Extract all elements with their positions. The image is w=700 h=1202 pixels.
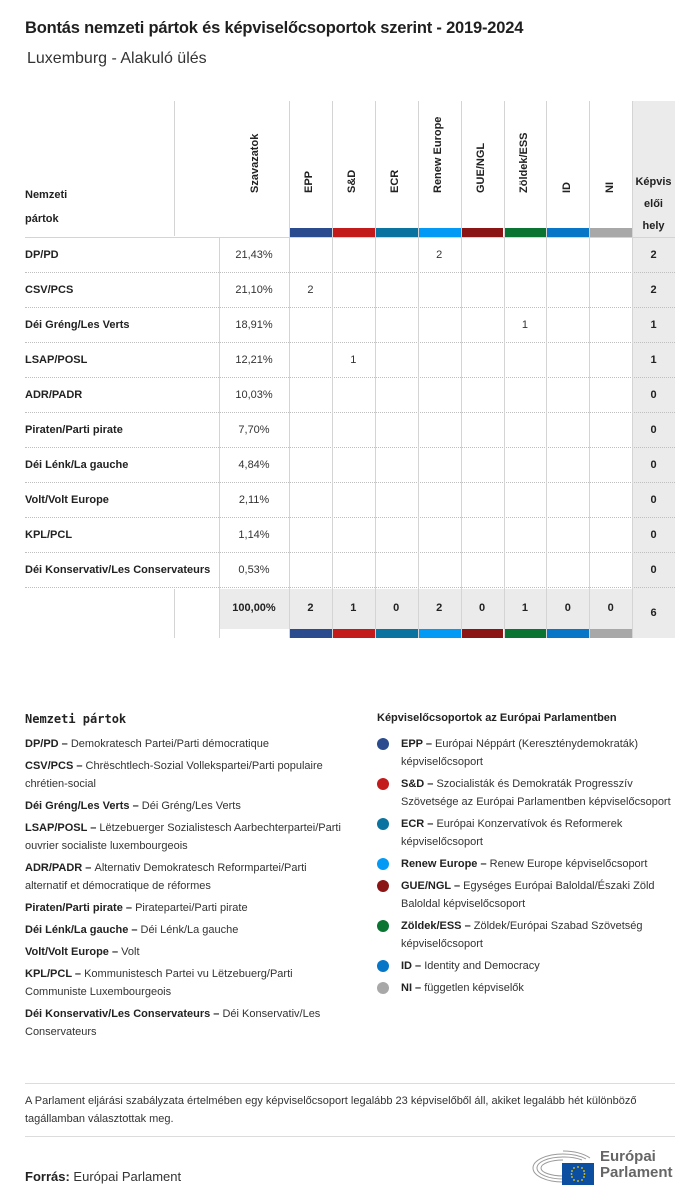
total-group-seats: 1 (350, 602, 357, 614)
legend-group-item (377, 979, 677, 997)
legend-party-abbr: CSV/PCS (25, 760, 74, 772)
footnote: A Parlament eljárási szabályzata értelmében egy képviselőcsoport legalább 23 képviselőből áll, akiket legalább hét különböző tagállamban választottak meg. (25, 1095, 637, 1125)
group-color-bar (290, 629, 332, 638)
legend-group-name: Egységes Európai Baloldal/Északi Zöld Baloldal képviselőcsoport (401, 880, 655, 910)
group-color-bar (547, 228, 589, 237)
table-row (25, 343, 675, 378)
total-group-seats: 0 (564, 602, 571, 614)
legend-party-item (25, 735, 345, 753)
legend-group-abbr: S&D (401, 778, 425, 790)
logo-line2: Parlament (600, 1164, 673, 1181)
party-name: ADR/PADR (25, 389, 83, 401)
group-color-dot-icon (377, 982, 389, 994)
column-divider (418, 101, 419, 638)
table-row (25, 413, 675, 448)
legend-dash: – (210, 1008, 223, 1020)
legend-group-item (377, 775, 677, 811)
total-seats: 0 (650, 564, 657, 576)
logo-text (600, 1149, 673, 1181)
vote-share: 21,43% (235, 249, 273, 261)
table-row (25, 483, 675, 518)
total-seats: 2 (650, 249, 657, 261)
legend-group-name: Szocialisták és Demokraták Progresszív Szövetsége az Európai Parlamentben képviselőcsoport (401, 778, 671, 808)
group-color-bar (547, 629, 589, 638)
table-row (25, 518, 675, 553)
column-divider (461, 101, 462, 638)
group-color-bar (290, 228, 332, 237)
seats-header (632, 171, 675, 237)
legend-dash: – (108, 946, 122, 958)
legend-group-abbr: Renew Europe (401, 858, 478, 870)
legend-party-name: Volt (121, 946, 140, 958)
legend-party-abbr: ADR/PADR (25, 862, 83, 874)
total-seats: 0 (650, 494, 657, 506)
party-name: Déi Konservativ/Les Conservateurs (25, 564, 211, 576)
total-group-seats: 2 (307, 602, 314, 614)
group-color-dot-icon (377, 818, 389, 830)
legend-group-item (377, 815, 677, 851)
legend-dash: – (122, 902, 136, 914)
votes-header: Szavazatok (249, 133, 261, 193)
group-color-dot-icon (377, 858, 389, 870)
legend-group-abbr: ID (401, 960, 412, 972)
total-votes: 100,00% (232, 602, 276, 614)
legend-party-abbr: Piraten/Parti pirate (25, 902, 123, 914)
legend-group-abbr: GUE/NGL (401, 880, 451, 892)
legend-groups (377, 735, 677, 1001)
group-color-bar (590, 629, 632, 638)
column-divider (589, 101, 590, 638)
seats-header-line1: Képvis (635, 176, 672, 188)
legend-party-name: Déi Konservativ/Les Conservateurs (25, 1008, 321, 1038)
legend-party-abbr: KPL/PCL (25, 968, 72, 980)
column-divider (332, 101, 333, 638)
group-color-bar (505, 228, 547, 237)
parliament-hemicycle-icon (530, 1146, 596, 1186)
legend-party-name: Déi Gréng/Les Verts (141, 800, 241, 812)
legend-party-abbr: LSAP/POSL (25, 822, 88, 834)
column-divider (504, 101, 505, 638)
legend-party-item (25, 921, 345, 939)
table-row (25, 308, 675, 343)
column-divider (219, 238, 220, 638)
source-value: Európai Parlament (73, 1169, 182, 1184)
legend-party-abbr: Déi Konservativ/Les Conservateurs (25, 1008, 211, 1020)
total-seats: 1 (650, 354, 657, 366)
divider (25, 1136, 675, 1137)
group-header-7: NI (603, 182, 616, 193)
table-row (25, 378, 675, 413)
group-header-2: ECR (389, 169, 402, 193)
group-seat-cell: 2 (307, 284, 314, 296)
group-header-1: S&D (346, 169, 359, 193)
party-name: Volt/Volt Europe (25, 494, 109, 506)
group-header-6: ID (560, 182, 573, 193)
group-color-bar (505, 629, 547, 638)
group-color-bar (376, 629, 418, 638)
column-divider (375, 101, 376, 638)
legend-group-item (377, 877, 677, 913)
group-seat-cell: 1 (350, 354, 357, 366)
total-group-seats: 1 (521, 602, 528, 614)
legend-dash: – (424, 818, 437, 830)
column-divider (289, 101, 290, 638)
legend-party-abbr: Déi Gréng/Les Verts (25, 800, 130, 812)
total-group-seats: 0 (478, 602, 486, 614)
legend-parties-title: Nemzeti pártok (25, 712, 127, 726)
column-divider (546, 101, 547, 638)
group-color-bar (462, 629, 504, 638)
legend-party-item (25, 965, 345, 1001)
vote-share: 4,84% (238, 459, 270, 471)
legend-dash: – (412, 982, 425, 994)
legend-party-name: Alternativ Demokratesch Reformpartei/Parti alternatif et démocratique de réformes (25, 862, 307, 892)
legend-dash: – (71, 968, 85, 980)
vote-share: 1,14% (238, 529, 270, 541)
vote-share: 21,10% (235, 284, 273, 296)
legend-parties (25, 735, 345, 1045)
total-seats: 0 (650, 459, 657, 471)
legend-group-name: független képviselők (424, 982, 524, 994)
ep-logo[interactable] (530, 1146, 680, 1186)
legend-party-name: Piratepartei/Parti pirate (135, 902, 248, 914)
legend-group-name: Renew Europe képviselőcsoport (489, 858, 648, 870)
group-color-dot-icon (377, 960, 389, 972)
legend-dash: – (461, 920, 474, 932)
total-group-seats: 0 (393, 602, 400, 614)
party-name: DP/PD (25, 249, 59, 261)
vote-share: 2,11% (238, 494, 270, 506)
total-seats: 1 (650, 319, 657, 331)
total-seats: 0 (650, 529, 657, 541)
table-row (25, 448, 675, 483)
legend-party-item (25, 943, 345, 961)
page-subtitle: Luxemburg - Alakuló ülés (27, 50, 207, 67)
group-color-bar (376, 228, 418, 237)
divider (25, 1083, 675, 1084)
vote-share: 10,03% (235, 389, 273, 401)
group-color-bar (462, 228, 504, 237)
legend-dash: – (412, 960, 425, 972)
group-header-0: EPP (303, 170, 316, 193)
legend-party-name: Kommunistesch Partei vu Lëtzebuerg/Parti Communiste Luxembourgeois (25, 968, 293, 998)
column-divider (174, 589, 175, 638)
legend-party-abbr: Volt/Volt Europe (25, 946, 109, 958)
legend-dash: – (422, 738, 436, 750)
column-divider (632, 101, 633, 638)
legend-group-name: Európai Néppárt (Kereszténydemokraták) képviselőcsoport (401, 738, 639, 768)
total-group-seats: 2 (436, 602, 443, 614)
party-name: CSV/PCS (25, 284, 74, 296)
legend-group-abbr: Zöldek/ESS (401, 920, 462, 932)
party-name: KPL/PCL (25, 529, 73, 541)
party-header-line2: pártok (25, 213, 59, 225)
legend-dash: – (450, 880, 464, 892)
legend-party-name: Chrëschtlech-Sozial Vollekspartei/Parti populaire chrétien-social (25, 760, 323, 790)
source-label: Forrás: (25, 1169, 70, 1184)
table-row (25, 553, 675, 588)
legend-dash: – (58, 738, 71, 750)
group-color-dot-icon (377, 880, 389, 892)
vote-share: 7,70% (238, 424, 270, 436)
group-color-dot-icon (377, 738, 389, 750)
logo-line1: Európai (600, 1148, 656, 1165)
legend-party-abbr: DP/PD (25, 738, 59, 750)
legend-dash: – (87, 822, 100, 834)
group-color-bar (333, 228, 375, 237)
column-divider (174, 101, 175, 236)
legend-dash: – (424, 778, 437, 790)
seats-header-line2: elői (644, 198, 663, 210)
legend-dash: – (73, 760, 86, 772)
group-color-bar (333, 629, 375, 638)
party-name: LSAP/POSL (25, 354, 88, 366)
legend-group-item (377, 855, 677, 873)
group-header-3: Renew Europe (432, 116, 445, 193)
legend-group-abbr: ECR (401, 818, 425, 830)
table-row (25, 273, 675, 308)
source-line (25, 1169, 181, 1184)
legend-party-name: Déi Lénk/La gauche (140, 924, 239, 936)
total-seats: 0 (650, 389, 657, 401)
legend-group-name: Identity and Democracy (424, 960, 540, 972)
group-header-5: Zöldek/ESS (517, 132, 530, 193)
legend-group-abbr: NI (401, 982, 412, 994)
page-title: Bontás nemzeti pártok és képviselőcsoportok szerint - 2019-2024 (25, 19, 524, 37)
group-color-dot-icon (377, 920, 389, 932)
total-group-seats: 0 (607, 602, 614, 614)
legend-group-name: Zöldek/Európai Szabad Szövetség képviselőcsoport (401, 920, 643, 950)
legend-party-item (25, 899, 345, 917)
group-header-4: GUE/NGL (475, 142, 488, 193)
group-seat-cell: 1 (521, 319, 528, 331)
legend-dash: – (129, 800, 142, 812)
legend-group-name: Európai Konzervatívok és Reformerek képviselőcsoport (401, 818, 623, 848)
legend-party-name: Demokratesch Partei/Parti démocratique (70, 738, 269, 750)
group-color-bar (419, 629, 461, 638)
group-color-bar (419, 228, 461, 237)
legend-party-item (25, 757, 345, 793)
group-seat-cell: 2 (436, 249, 443, 261)
vote-share: 0,53% (238, 564, 270, 576)
group-color-bar (590, 228, 632, 237)
party-name: Déi Lénk/La gauche (25, 459, 129, 471)
party-header (25, 183, 67, 231)
legend-dash: – (82, 862, 95, 874)
legend-group-abbr: EPP (401, 738, 423, 750)
vote-share: 18,91% (235, 319, 273, 331)
vote-share: 12,21% (235, 354, 273, 366)
legend-party-item (25, 797, 345, 815)
legend-party-item (25, 859, 345, 895)
party-name: Déi Gréng/Les Verts (25, 319, 130, 331)
grand-total-seats: 6 (650, 607, 657, 619)
table-row (25, 238, 675, 273)
legend-party-item (25, 819, 345, 855)
legend-party-abbr: Déi Lénk/La gauche (25, 924, 129, 936)
legend-groups-title: Képviselőcsoportok az Európai Parlamentben (377, 712, 617, 724)
legend-group-item (377, 917, 677, 953)
legend-party-item (25, 1005, 345, 1041)
legend-dash: – (128, 924, 141, 936)
seat-breakdown-table (25, 101, 675, 641)
party-header-line1: Nemzeti (25, 189, 68, 201)
legend-dash: – (477, 858, 490, 870)
legend-group-item (377, 957, 677, 975)
total-seats: 2 (650, 284, 657, 296)
legend-party-name: Lëtzebuerger Sozialistesch Aarbechterpartei/Parti ouvrier socialiste luxembourgeois (25, 822, 341, 852)
party-name: Piraten/Parti pirate (25, 424, 123, 436)
group-color-dot-icon (377, 778, 389, 790)
seats-header-line3: hely (642, 220, 665, 232)
legend-group-item (377, 735, 677, 771)
total-seats: 0 (650, 424, 657, 436)
